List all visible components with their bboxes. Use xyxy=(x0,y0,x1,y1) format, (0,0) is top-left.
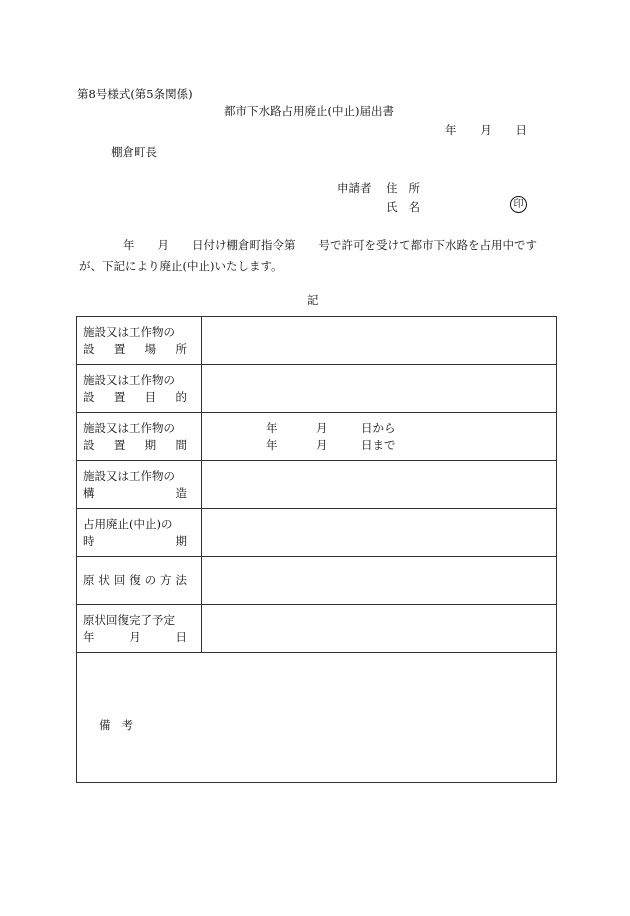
table-row xyxy=(77,317,557,365)
ki-heading: 記 xyxy=(307,293,319,307)
table-row xyxy=(77,557,557,605)
period-from-month: 月 xyxy=(316,420,328,435)
document-title: 都市下水路占用廃止(中止)届出書 xyxy=(224,104,394,118)
address-char: 所 xyxy=(408,181,420,195)
period-from-suffix: 日から xyxy=(361,420,396,435)
label-line-1: 原状回復完了予定 xyxy=(83,612,175,627)
notice-body xyxy=(79,235,554,277)
label-char: 年 xyxy=(83,629,95,644)
remarks-char: 備 xyxy=(99,717,111,732)
label-line-2 xyxy=(83,629,187,646)
label-char: 設 xyxy=(83,341,95,356)
label-char: 時 xyxy=(83,533,95,548)
period-from xyxy=(266,420,406,437)
label-char: 目 xyxy=(144,389,157,404)
applicant-address-label xyxy=(386,180,420,196)
label-line-2 xyxy=(83,341,187,358)
label-char: 置 xyxy=(113,437,126,452)
label-char: 置 xyxy=(113,341,126,356)
date-year: 年 xyxy=(445,123,457,137)
notice-line-2: が、下記により廃止(中止)いたします。 xyxy=(79,259,283,273)
label-char: 復 xyxy=(129,573,141,587)
row-value-field[interactable] xyxy=(202,605,557,653)
label-char: 法 xyxy=(175,573,187,587)
label-char: 回 xyxy=(113,573,126,587)
applicant-label: 申請者 xyxy=(337,181,372,195)
label-char: 場 xyxy=(144,341,157,356)
period-from-year: 年 xyxy=(266,420,278,435)
name-char: 氏 xyxy=(386,200,398,214)
label-char: 原 xyxy=(83,573,95,587)
label-char: の xyxy=(144,573,157,587)
label-char: 設 xyxy=(83,437,95,452)
table-row xyxy=(77,365,557,413)
table-row xyxy=(77,413,557,461)
label-line-1: 施設又は工作物の xyxy=(83,324,175,339)
label-char: 日 xyxy=(175,629,187,644)
label-char: 期 xyxy=(144,437,157,452)
label-line-1: 占用廃止(中止)の xyxy=(83,516,173,531)
submission-date xyxy=(445,122,527,138)
label-line-2 xyxy=(83,389,187,406)
label-char: 間 xyxy=(175,437,187,452)
row-value-field[interactable] xyxy=(202,413,557,461)
label-char: 状 xyxy=(98,573,110,587)
row-label xyxy=(77,365,202,413)
seal-mark: 印 xyxy=(510,196,527,213)
label-char: 的 xyxy=(175,389,187,404)
notice-line-1: 年 月 日付け棚倉町指令第 号で許可を受けて都市下水路を占用中です xyxy=(123,238,537,252)
address-char: 住 xyxy=(386,181,398,195)
period-to-suffix: 日まで xyxy=(361,437,396,452)
period-to-year: 年 xyxy=(266,437,278,452)
row-value-field[interactable] xyxy=(202,461,557,509)
form-number: 第8号様式(第5条関係) xyxy=(77,87,193,101)
label-char: 造 xyxy=(175,485,187,500)
table-row xyxy=(77,461,557,509)
row-value-field[interactable] xyxy=(202,557,557,605)
date-day: 日 xyxy=(515,123,527,137)
label-char: 置 xyxy=(113,389,126,404)
table-row xyxy=(77,605,557,653)
label-char: 方 xyxy=(160,573,172,587)
row-value-field[interactable] xyxy=(202,509,557,557)
label-line-1 xyxy=(83,572,187,589)
remarks-label xyxy=(99,717,133,733)
label-line-2 xyxy=(83,485,187,502)
label-char: 所 xyxy=(175,341,187,356)
remarks-char: 考 xyxy=(121,717,133,732)
addressee: 棚倉町長 xyxy=(111,145,157,159)
label-char: 期 xyxy=(175,533,187,548)
label-line-1: 施設又は工作物の xyxy=(83,372,175,387)
label-line-2 xyxy=(83,533,187,550)
label-char: 設 xyxy=(83,389,95,404)
remarks-row xyxy=(77,653,557,783)
label-line-2 xyxy=(83,437,187,454)
table-row xyxy=(77,509,557,557)
label-line-1: 施設又は工作物の xyxy=(83,468,175,483)
row-label xyxy=(77,509,202,557)
remarks-field[interactable] xyxy=(77,653,557,783)
record-table xyxy=(76,316,557,783)
period-to-month: 月 xyxy=(316,437,328,452)
row-label xyxy=(77,557,202,605)
name-char: 名 xyxy=(408,200,420,214)
row-label xyxy=(77,317,202,365)
row-value-field[interactable] xyxy=(202,317,557,365)
row-value-field[interactable] xyxy=(202,365,557,413)
row-label xyxy=(77,461,202,509)
label-line-1: 施設又は工作物の xyxy=(83,420,175,435)
label-char: 構 xyxy=(83,485,95,500)
applicant-name-label xyxy=(386,199,420,215)
period-to xyxy=(266,437,406,454)
label-char: 月 xyxy=(129,629,141,644)
date-month: 月 xyxy=(480,123,492,137)
row-label xyxy=(77,413,202,461)
row-label xyxy=(77,605,202,653)
